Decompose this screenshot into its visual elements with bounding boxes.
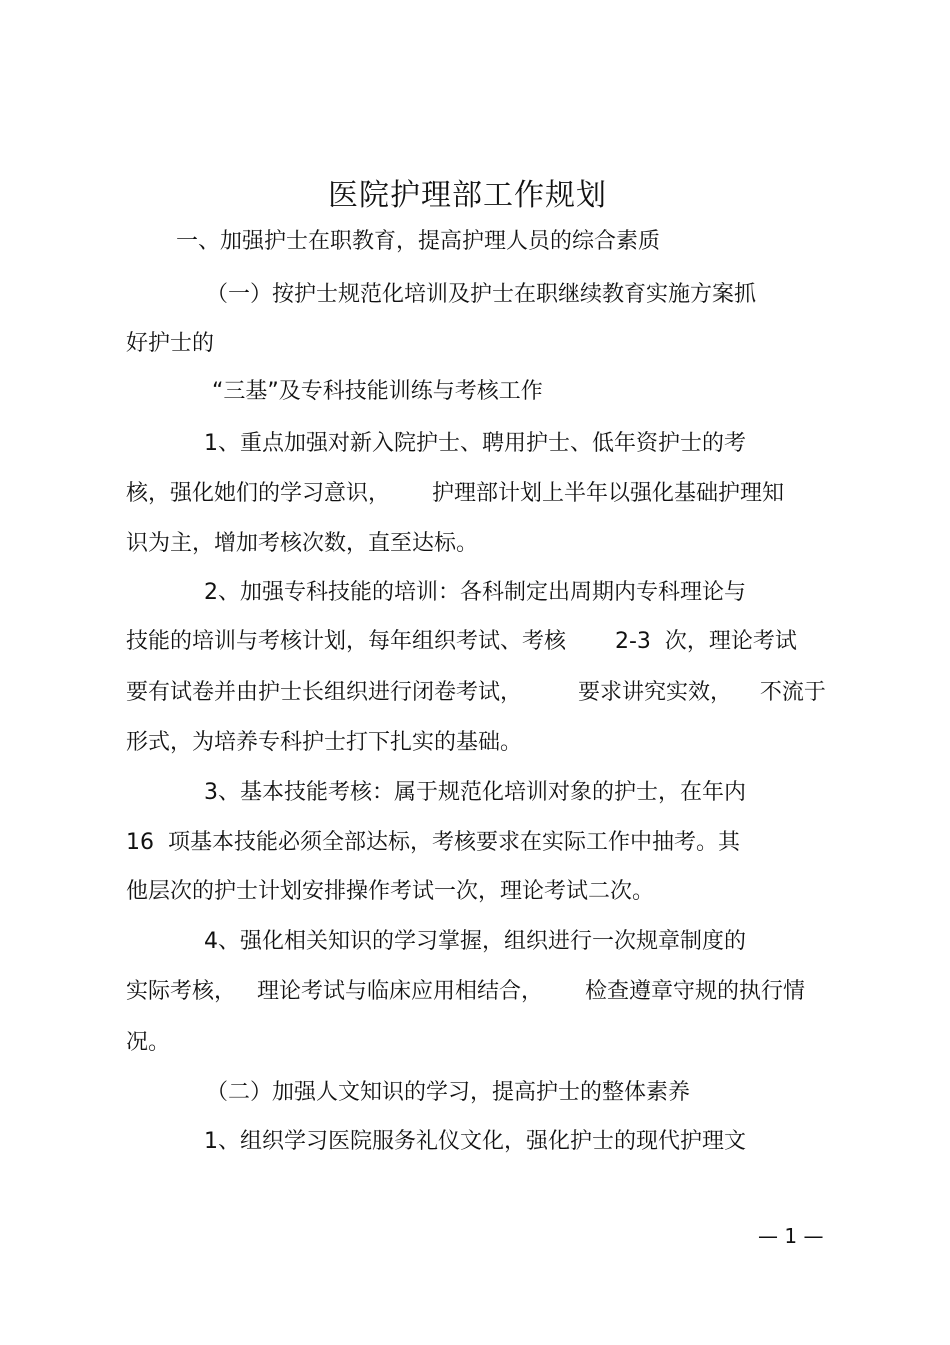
- list-item-3-line: 3、基本技能考核：属于规范化培训对象的护士，在年内: [204, 780, 746, 805]
- list-item-2-line: 2、加强专科技能的培训：各科制定出周期内专科理论与: [204, 580, 746, 605]
- document-title: 医院护理部工作规划: [328, 178, 607, 213]
- list-item-4-line: 况。: [126, 1030, 171, 1055]
- list-item-2-line: 要有试卷并由护士长组织进行闭卷考试， 要求讲究实效， 不流于: [126, 680, 826, 705]
- page-number: — 1 —: [758, 1224, 824, 1248]
- list-item-4-line: 实际考核， 理论考试与临床应用相结合， 检查遵章守规的执行情: [126, 979, 805, 1004]
- list-item-1-line: 识为主，增加考核次数，直至达标。: [126, 531, 479, 556]
- subsection-heading: （二）加强人文知识的学习，提高护士的整体素养: [206, 1080, 691, 1105]
- list-item-4-line: 4、强化相关知识的学习掌握，组织进行一次规章制度的: [204, 929, 746, 954]
- list-item-1-line: 核，强化她们的学习意识， 护理部计划上半年以强化基础护理知: [126, 481, 784, 506]
- subsection-heading: （一）按护士规范化培训及护士在职继续教育实施方案抓: [206, 282, 757, 307]
- paragraph-line: “三基”及专科技能训练与考核工作: [212, 379, 543, 404]
- section-heading: 一、加强护士在职教育，提高护理人员的综合素质: [176, 229, 661, 254]
- list-item-line: 1、组织学习医院服务礼仪文化，强化护士的现代护理文: [204, 1129, 746, 1154]
- list-item-3-line: 16 项基本技能必须全部达标，考核要求在实际工作中抽考。其: [126, 830, 740, 855]
- list-item-2-line: 形式，为培养专科护士打下扎实的基础。: [126, 730, 523, 755]
- list-item-3-line: 他层次的护士计划安排操作考试一次，理论考试二次。: [126, 879, 655, 904]
- paragraph-line: 好护士的: [126, 331, 215, 356]
- list-item-2-line: 技能的培训与考核计划，每年组织考试、考核 2-3 次，理论考试: [126, 629, 797, 654]
- list-item-1-line: 1、重点加强对新入院护士、聘用护士、低年资护士的考: [204, 431, 746, 456]
